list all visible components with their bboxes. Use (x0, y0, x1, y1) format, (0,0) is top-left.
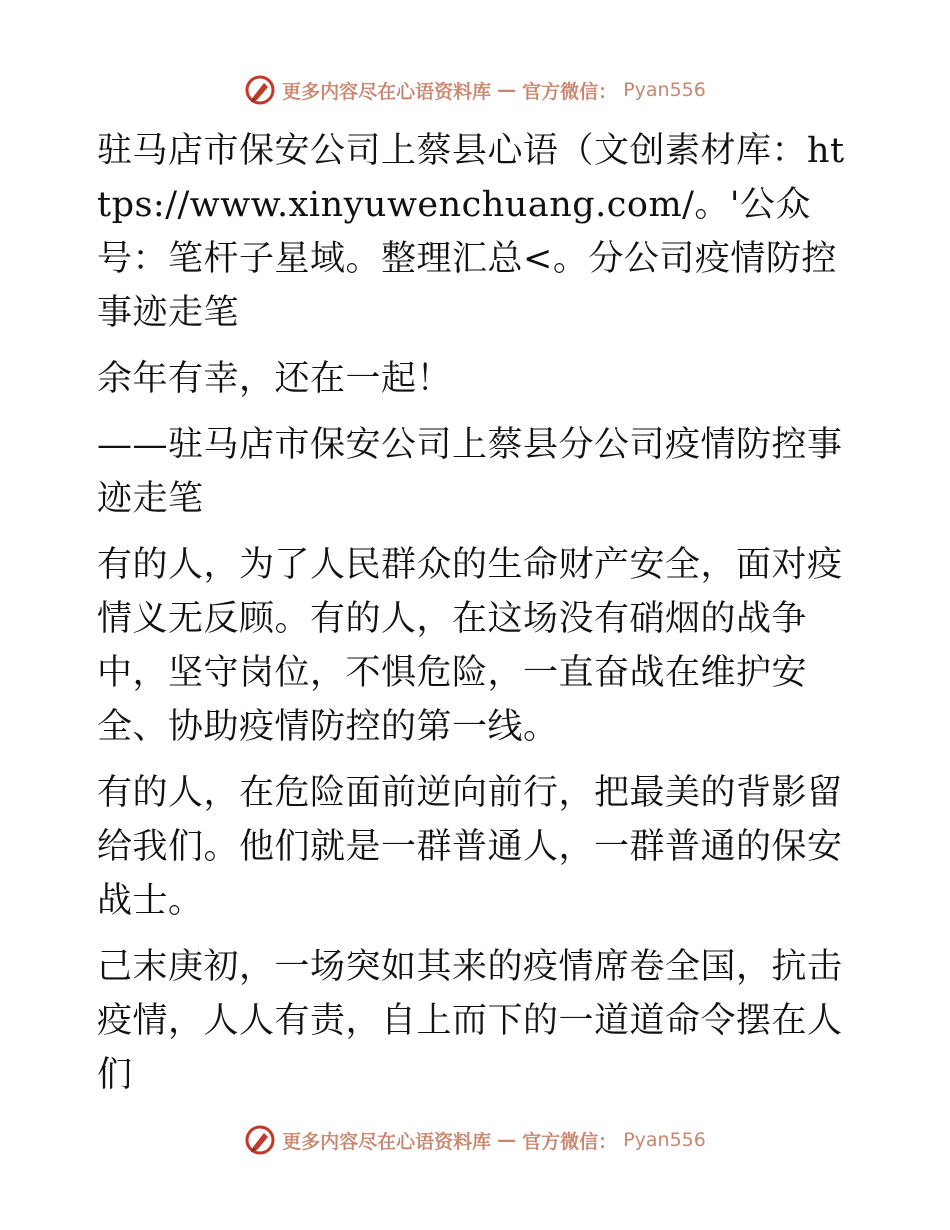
watermark-main-text: 更多内容尽在心语资料库 (282, 1130, 492, 1153)
watermark-dash: — (497, 1129, 517, 1151)
watermark-dash: — (497, 79, 517, 101)
header-watermark (0, 70, 950, 110)
watermark-wechat-id: Pyan556 (623, 1129, 706, 1151)
paragraph-6: 己末庚初，一场突如其来的疫情席卷全国，抗击疫情，人人有责，自上而下的一道道命令摆在人们 (97, 947, 843, 1095)
paragraph-5: 有的人，在危险面前逆向前行，把最美的背影留给我们。他们就是一群普通人，一群普通的保安战士。 (97, 773, 843, 921)
paragraph-1: 驻马店市保安公司上蔡县心语（文创素材库：https://www.xinyuwenchuang.com/。'公众号：笔杆子星域。整理汇总<。分公司疫情防控事迹走笔 (97, 131, 845, 333)
watermark-main-text: 更多内容尽在心语资料库 (282, 80, 492, 103)
document-body (97, 124, 857, 1102)
watermark-official-label: 官方微信： (522, 80, 618, 103)
footer-watermark (0, 1120, 950, 1160)
watermark-wechat-id: Pyan556 (623, 79, 706, 101)
paragraph-4: 有的人，为了人民群众的生命财产安全，面对疫情义无反顾。有的人，在这场没有硝烟的战争中，坚守岗位，不惧危险，一直奋战在维护安全、协助疫情防控的第一线。 (97, 545, 843, 747)
paragraph-2: 余年有幸，还在一起！ (97, 359, 453, 399)
pen-logo-icon (244, 74, 276, 106)
pen-logo-icon (244, 1124, 276, 1156)
watermark-official-label: 官方微信： (522, 1130, 618, 1153)
paragraph-3: ——驻马店市保安公司上蔡县分公司疫情防控事迹走笔 (97, 425, 843, 519)
